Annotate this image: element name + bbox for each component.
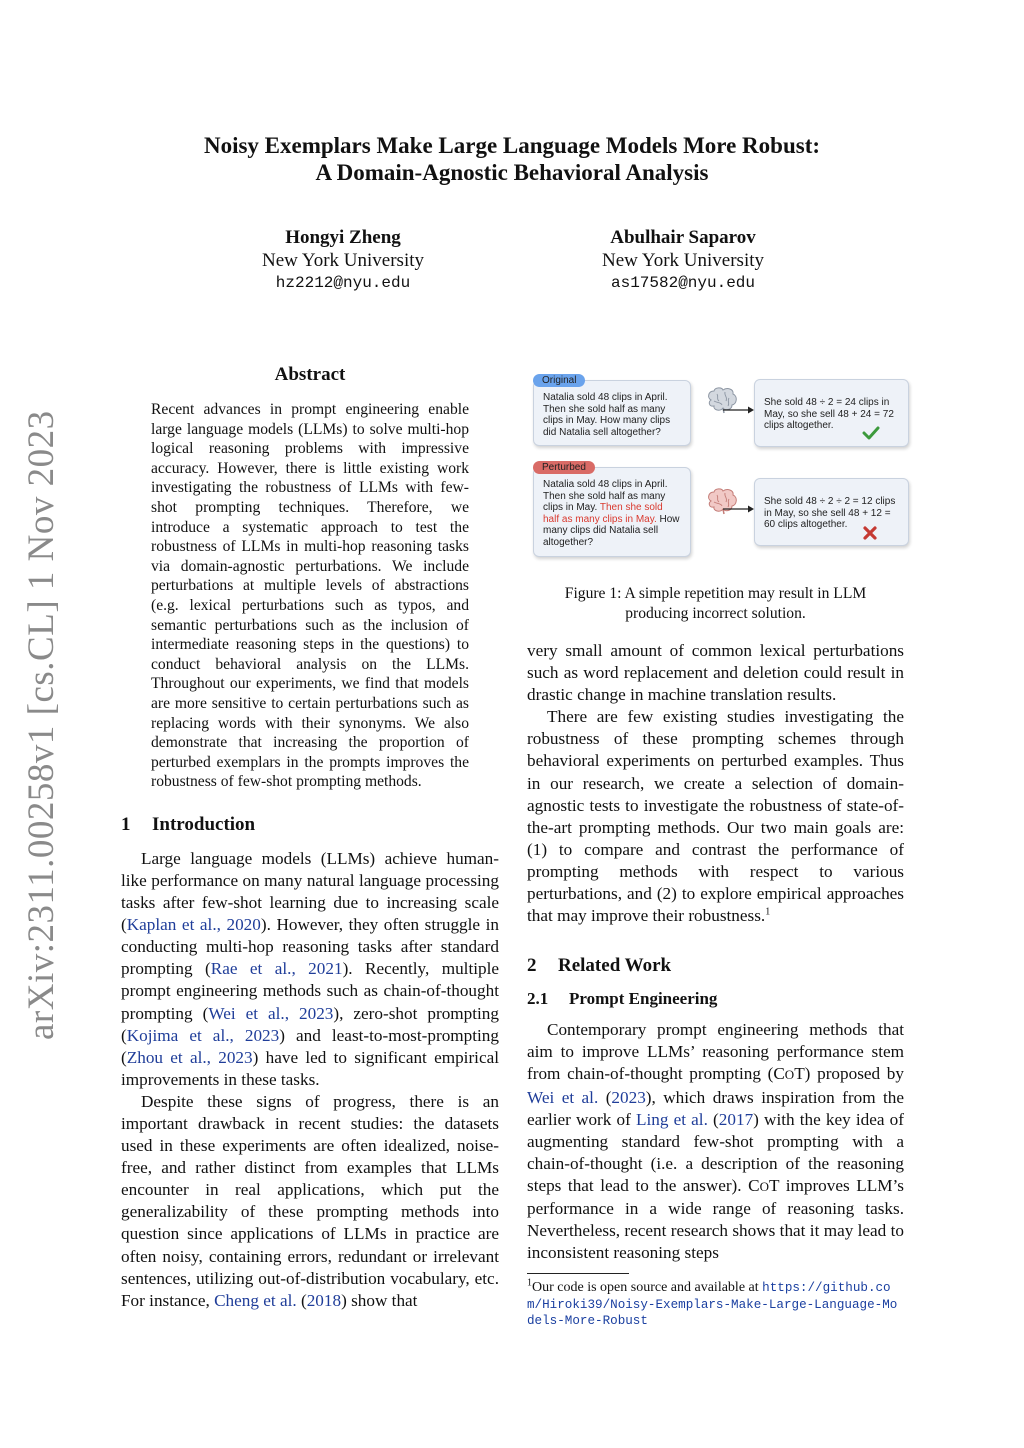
cross-icon xyxy=(862,525,878,541)
footnote: $^1$Our code is open source and available at https://github.com/Hiroki39/Noisy-Exemplars-Make-Large-Language-Models-More-Robust xyxy=(527,1277,898,1328)
code-repository-link[interactable]: https://github.com/Hiroki39/Noisy-Exemplars-Make-Large-Language-Models-More-Robust xyxy=(527,1281,898,1328)
citation-link[interactable]: Wei et al. xyxy=(527,1087,599,1107)
left-column xyxy=(121,364,499,1312)
author-email[interactable]: as17582@nyu.edu xyxy=(610,274,756,292)
citation-link[interactable]: Cheng et al. xyxy=(214,1290,297,1310)
perturbed-tag: Perturbed xyxy=(533,461,595,474)
section-heading-introduction xyxy=(121,814,499,836)
paper-title xyxy=(120,132,904,186)
figure-1 xyxy=(527,372,912,557)
citation-link[interactable]: Ling et al. xyxy=(636,1109,708,1129)
author-email[interactable]: hz2212@nyu.edu xyxy=(275,274,411,292)
title-line-1: Noisy Exemplars Make Large Language Models More Robust: xyxy=(203,133,821,158)
author-affiliation: New York University xyxy=(261,250,425,271)
intro-paragraph-1: Large language models (LLMs) achieve human-like performance on many natural language processing tasks after few-shot learning due to increasing scale (Kaplan et al., 2020). However, they often struggle in conducting multi-hop reasoning tasks after standard prompting (Rae et al., 2021). Recently, multiple prompt engineering methods such as chain-of-thought prompting (Wei et al., 2023), zero-shot prompting (Kojima et al., 2023) and least-to-most-prompting (Zhou et al., 2023) have led to significant empirical improvements in these tasks. xyxy=(121,848,499,1089)
citation-link[interactable]: Kaplan et al., 2020 xyxy=(126,915,261,935)
section-title: Related Work xyxy=(558,955,672,977)
citation-link[interactable]: Wei et al., 2023 xyxy=(208,1003,334,1023)
figure-caption: Figure 1: A simple repetition may result in LLM producing incorrect solution. xyxy=(564,585,867,622)
footnote-marker[interactable]: 1 xyxy=(765,906,771,918)
section-title: Introduction xyxy=(152,813,256,835)
question-original-box: Natalia sold 48 clips in April. Then she sold half as many clips in May. How many clips did Natalia sell altogether? xyxy=(533,380,691,446)
subsection-heading-prompt-engineering xyxy=(527,989,904,1009)
author-affiliation: New York University xyxy=(601,250,765,271)
section-number: 2 xyxy=(527,955,537,977)
author-block-2 xyxy=(533,226,833,295)
arrow-right-icon xyxy=(723,406,755,414)
citation-link[interactable]: Rae et al., 2021 xyxy=(210,959,343,979)
citation-link[interactable]: 2018 xyxy=(306,1290,342,1310)
question-perturbed-box: Natalia sold 48 clips in April. Then she sold half as many clips in May. Then she sold half as many clips in May. How many clips did Natalia sell altogether? xyxy=(533,467,691,557)
subsection-number: 2.1 xyxy=(527,989,549,1009)
citation-link[interactable]: 2017 xyxy=(718,1109,754,1129)
author-name: Hongyi Zheng xyxy=(285,227,401,248)
abstract-text: Recent advances in prompt engineering enable large language models (LLMs) to solve multi-hop logical reasoning problems with impressive accuracy. However, there is little existing work investigating the robustness of LLMs with few-shot prompting techniques. Therefore, we introduce a systematic approach to test the robustness of LLMs in multi-hop reasoning tasks via domain-agnostic perturbations. We include perturbations at multiple levels of abstractions (e.g. lexical perturbations such as typos, and semantic perturbations such as the inclusion of intermediate reasoning steps in the questions) to conduct behavioral analysis on the LLMs. Throughout our experiments, we find that models are more sensitive to certain perturbations such as replacing words with their synonyms. We also demonstrate that increasing the proportion of perturbed exemplars in the prompts improves the robustness of few-shot prompting methods. xyxy=(151,401,469,791)
arxiv-identifier: arXiv:2311.00258v1 [cs.CL] 1 Nov 2023 xyxy=(21,410,62,1040)
answer-perturbed-box: She sold 48 ÷ 2 ÷ 2 = 12 clips in May, so she sell 48 + 12 = 60 clips altogether. xyxy=(754,478,909,546)
author-block-1 xyxy=(193,226,493,295)
intro-paragraph-2: Despite these signs of progress, there is an important drawback in recent studies: the datasets used in these experiments are often idealized, noise-free, and rather distinct from examples that LLMs encounter in real applications, which put the generalizability of these prompting methods into question since applications of LLMs in practice are often noisy, containing errors, redundant or irrelevant sentences, utilizing out-of-distribution vocabulary, etc. For instance, Cheng et al. (2018) show that xyxy=(121,1091,499,1310)
abstract-heading: Abstract xyxy=(274,364,346,385)
section-number: 1 xyxy=(121,813,131,835)
citation-link[interactable]: Zhou et al., 2023 xyxy=(126,1047,253,1067)
right-paragraph-1: very small amount of common lexical perturbations such as word replacement and deletion could result in drastic change in machine translation results. xyxy=(527,641,904,705)
answer-original-box: She sold 48 ÷ 2 = 24 clips in May, so she sell 48 + 24 = 72 clips altogether. xyxy=(754,379,909,447)
original-tag: Original xyxy=(533,374,585,387)
perturbed-repetition: Then she sold half as many clips in May. xyxy=(543,502,663,525)
arrow-right-icon xyxy=(723,505,755,513)
title-line-2: A Domain-Agnostic Behavioral Analysis xyxy=(315,160,709,185)
right-column xyxy=(527,640,904,1264)
check-icon xyxy=(862,426,880,440)
footnote-number: 1 xyxy=(527,1277,532,1289)
right-paragraph-2: There are few existing studies investigating the robustness of these prompting schemes through behavioral experiments on perturbed examples. Thus in our research, we create a selection of domain-agnostic tests to investigate the robustness of state-of-the-art prompting methods. Our two main goals are: (1) to compare and contrast the performance of prompting methods with respect to various perturbations, and (2) to explore empirical approaches that may improve their robustness.$^1$ xyxy=(527,707,904,926)
subsection-title: Prompt Engineering xyxy=(569,989,718,1009)
section-heading-related-work xyxy=(527,955,904,977)
citation-link[interactable]: Kojima et al., 2023 xyxy=(126,1025,280,1045)
author-name: Abulhair Saparov xyxy=(610,227,756,248)
footnote-divider xyxy=(527,1273,629,1274)
related-work-paragraph: Contemporary prompt engineering methods that aim to improve LLMs’ reasoning performance stem from chain-of-thought prompting (COT) proposed by Wei et al. (2023), which draws inspiration from the earlier work of Ling et al. (2017) with the key idea of augmenting standard few-shot prompting with a chain-of-thought (i.e. a description of the reasoning steps that lead to the answer). COT improves LLM’s performance in a wide range of reasoning tasks. Nevertheless, recent research shows that it may lead to inconsistent reasoning steps xyxy=(527,1020,904,1263)
citation-link[interactable]: 2023 xyxy=(611,1087,646,1107)
